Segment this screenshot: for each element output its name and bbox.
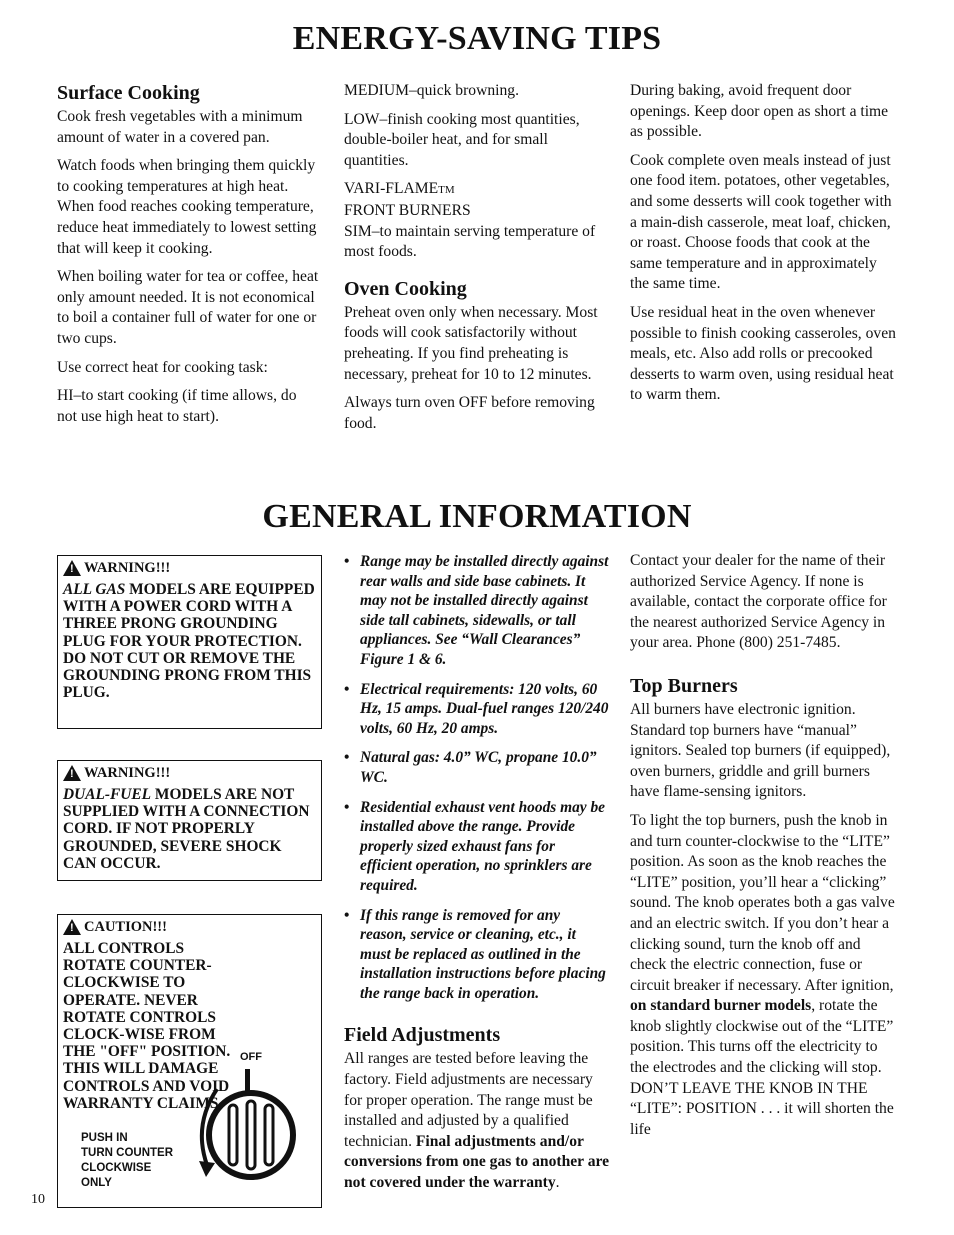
list-item: • Residential exhaust vent hoods may be installed above the range. Provide properly sized exhaust fans for efficient operation, no sprinklers are required. — [344, 798, 610, 896]
warning-triangle-icon: ! — [63, 765, 81, 781]
vari-flame-block — [344, 179, 612, 262]
oven-tip-3: During baking, avoid frequent door openings. Keep door open as short a time as possible. — [630, 82, 889, 141]
warning-text: MODELS ARE EQUIPPED WITH A POWER CORD WITH A THREE PRONG GROUNDING PLUG FOR YOUR PROTECTION. DO NOT CUT OR REMOVE THE GROUNDING PRONG FROM THIS PLUG. — [63, 581, 315, 702]
top-burners-text-2 — [630, 811, 898, 1141]
top-burners-text-1: All burners have electronic ignition. Standard top burners have “manual” ignitors. Sealed top burners (if equipped), oven burners, griddle and grill burners have flame-sensing ignitors. — [630, 700, 891, 801]
field-text: All ranges are tested before leaving the factory. Field adjustments are necessary for proper operation. The range must be installed and adjusted by a qualified technician. — [344, 1050, 593, 1150]
general-right-column — [630, 551, 898, 1148]
trademark-mark: TM — [438, 184, 455, 197]
knob-off-label: OFF — [240, 1051, 262, 1063]
top-burners-text: To light the top burners, push the knob in and turn counter-clockwise to the “LITE” position. As soon as the knob reaches the “LITE” position, you’ll hear a “clicking” sound. The knob operates both a gas valve and an electric switch. If you don’t hear a clicking sound, turn the knob off and check the electric connection, fuse or circuit breaker if necessary. After ignition, — [630, 811, 895, 994]
oven-tip-5: Use residual heat in the oven whenever possible to finish cooking casseroles, oven meals, etc. Also add rolls or precooked desserts to warm oven, using residual heat to warm them. — [630, 303, 896, 404]
warning-lead: ALL GAS — [63, 581, 126, 598]
page-number: 10 — [31, 1192, 45, 1207]
field-adjustments-heading: Field Adjustments — [344, 1024, 501, 1047]
caution-box-controls — [57, 914, 322, 1208]
surface-cooking-column — [57, 81, 319, 435]
surface-tip-1: Cook fresh vegetables with a minimum amount of water in a covered pan. — [57, 108, 303, 146]
general-middle-column — [344, 552, 610, 1202]
energy-middle-column — [344, 81, 612, 442]
energy-right-column — [630, 81, 898, 414]
list-item: • If this range is removed for any reason, service or cleaning, etc., it must be replaced as outlined in the installation instructions before placing the range back in operation. — [344, 906, 610, 1004]
specifications-list — [344, 552, 610, 1003]
knob-instruction-line: ONLY — [81, 1177, 112, 1189]
list-item: • Electrical requirements: 120 volts, 60 Hz, 15 amps. Dual-fuel ranges 120/240 volts, 60 Hz, 20 amps. — [344, 680, 610, 739]
oven-tip-2: Always turn oven OFF before removing food. — [344, 394, 595, 432]
knob-instruction-line: PUSH IN — [81, 1132, 128, 1144]
surface-tip-low: LOW–finish cooking most quantities, double-boiler heat, and for small quantities. — [344, 110, 580, 169]
contact-dealer-text: Contact your dealer for the name of their authorized Service Agency. If none is available, contact the corporate office for the nearest authorized Service Agency in your area. Phone (800) 251-7485. — [630, 552, 887, 652]
surface-tip-medium: MEDIUM–quick browning. — [344, 82, 519, 99]
list-item: • Natural gas: 4.0” WC, propane 10.0” WC. — [344, 748, 610, 787]
surface-tip-4: Use correct heat for cooking task: — [57, 358, 268, 376]
surface-cooking-heading: Surface Cooking — [57, 82, 200, 104]
warning-box-all-gas — [57, 555, 322, 729]
sim-setting: SIM–to maintain serving temperature of most foods. — [344, 222, 596, 261]
warning-label: WARNING!!! — [84, 560, 171, 576]
top-burners-text-end: , rotate the knob slightly clockwise out of the “LITE” position. This turns off the electricity to the electrodes and the clicking will stop. DON’T LEAVE THE KNOB IN THE “LITE”: POSITION . . . it will shorten the life — [630, 997, 894, 1138]
front-burners-label: FRONT BURNERS — [344, 201, 471, 219]
general-information-title: GENERAL INFORMATION — [262, 498, 692, 535]
warning-text: MODELS ARE NOT SUPPLIED WITH A CONNECTION CORD. IF NOT PROPERLY GROUNDED, SEVERE SHOCK CAN OCCUR. — [63, 786, 310, 872]
list-item: • Range may be installed directly against rear walls and side base cabinets. It may not be installed directly against side tall cabinets, sidewalls, or tall appliances. See “Wall Clearances” Figure 1 & 6. — [344, 552, 610, 670]
knob-instructions — [81, 1131, 173, 1191]
surface-tip-2: Watch foods when bringing them quickly to cooking temperatures at high heat. When food reaches cooking temperature, reduce heat immediately to lowest setting that will keep it cooking. — [57, 157, 317, 257]
top-burners-heading: Top Burners — [630, 674, 738, 697]
knob-instruction-line: CLOCKWISE — [81, 1162, 152, 1174]
caution-text: ALL CONTROLS ROTATE COUNTER-CLOCKWISE TO OPERATE. NEVER ROTATE CONTROLS CLOCK-WISE FROM THE "OFF" POSITION. THIS WILL DAMAGE CONTROLS AND VOID WARRANTY CLAIMS. — [63, 940, 231, 1112]
oven-cooking-heading: Oven Cooking — [344, 277, 467, 300]
caution-label: CAUTION!!! — [84, 919, 167, 935]
surface-tip-3: When boiling water for tea or coffee, heat only amount needed. It is not economical to boil a container full of water for one or two cups. — [57, 268, 319, 347]
oven-tip-4: Cook complete oven meals instead of just one food item. potatoes, other vegetables, and some desserts will cook together with a main-dish casserole, meat loaf, chicken, or roast. Choose foods that cook at the same temperature and in approximately the same time. — [630, 151, 892, 293]
oven-tip-1: Preheat oven only when necessary. Most foods will cook satisfactorily without preheating. If you find preheating is necessary, preheat for 10 to 12 minutes. — [344, 303, 598, 383]
warning-triangle-icon: ! — [63, 560, 81, 576]
energy-saving-title: ENERGY-SAVING TIPS — [292, 20, 662, 57]
knob-instruction-line: TURN COUNTER — [81, 1147, 173, 1159]
caution-triangle-icon: ! — [63, 919, 81, 935]
warning-box-dual-fuel — [57, 760, 322, 881]
field-text-end: . — [555, 1174, 560, 1192]
vari-flame-label: VARI-FLAME — [344, 180, 439, 198]
warning-lead: DUAL-FUEL — [63, 786, 152, 803]
warning-label: WARNING!!! — [84, 765, 171, 781]
surface-tip-hi: HI–to start cooking (if time allows, do not use high heat to start). — [57, 387, 297, 425]
field-text-bold: Final adjustments and/or conversions from one gas to another are not covered under the warranty — [344, 1132, 610, 1192]
control-knob-icon — [193, 1065, 313, 1185]
top-burners-text-bold: on standard burner models — [630, 997, 812, 1015]
field-adjustments-text — [344, 1049, 610, 1193]
